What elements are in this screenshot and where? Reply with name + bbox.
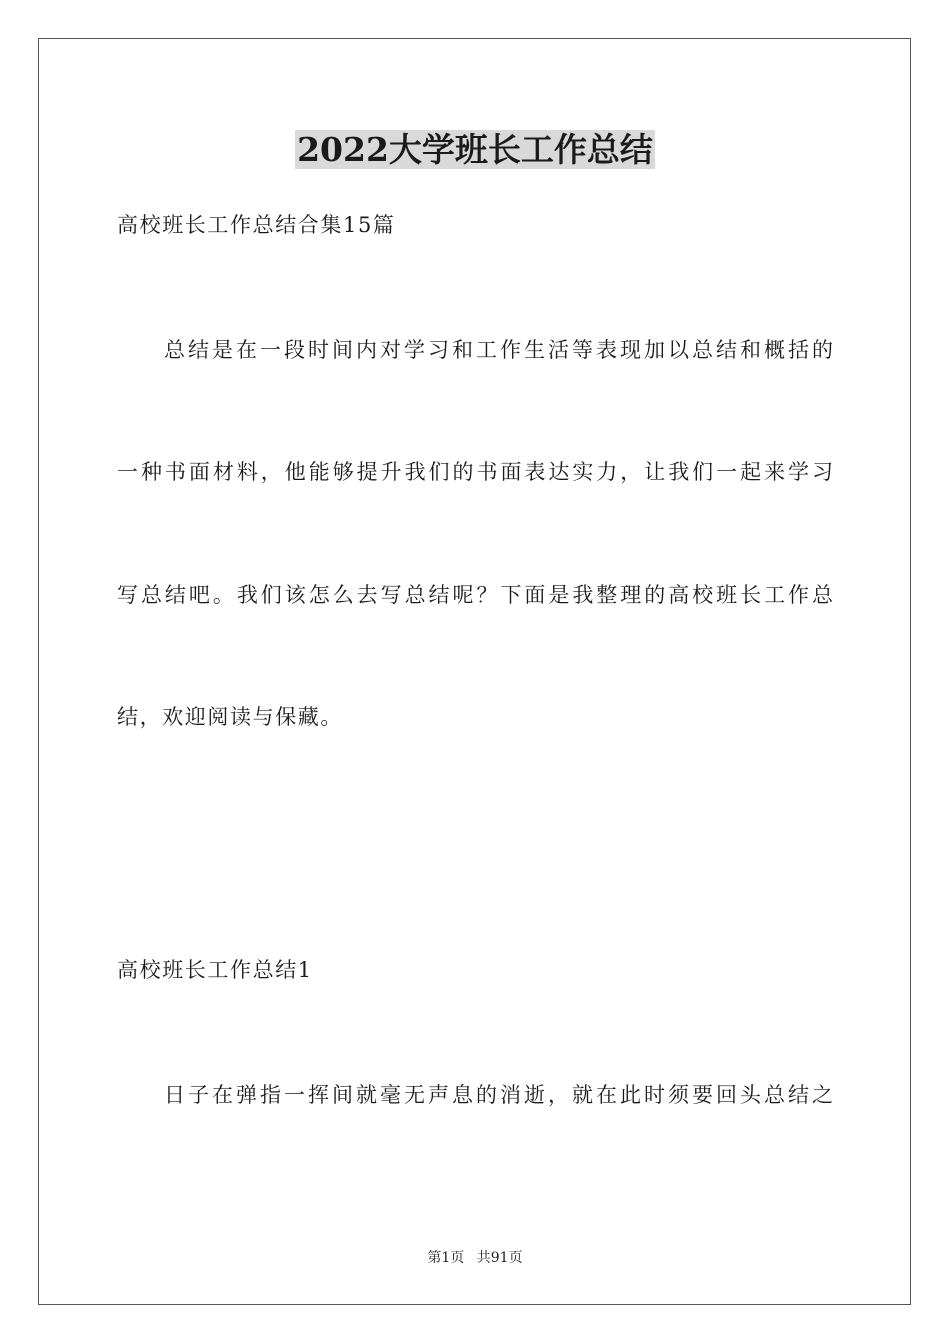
section-heading: 高校班长工作总结1 bbox=[117, 958, 313, 982]
intro-line-4: 结，欢迎阅读与保藏。 bbox=[117, 705, 343, 729]
document-title bbox=[0, 128, 950, 172]
page-number: 第1页 bbox=[427, 1250, 465, 1266]
document-title-text: 2022大学班长工作总结 bbox=[297, 130, 653, 169]
intro-line-3: 写总结吧。我们该怎么去写总结呢？下面是我整理的高校班长工作总 bbox=[117, 583, 833, 607]
intro-line-2: 一种书面材料，他能够提升我们的书面表达实力，让我们一起来学习 bbox=[117, 460, 833, 484]
page-footer bbox=[0, 1248, 950, 1268]
section-first-line: 日子在弹指一挥间就毫无声息的消逝，就在此时须要回头总结之 bbox=[164, 1083, 833, 1107]
page-total: 共91页 bbox=[476, 1250, 523, 1266]
intro-line-1: 总结是在一段时间内对学习和工作生活等表现加以总结和概括的 bbox=[164, 338, 833, 362]
document-subtitle: 高校班长工作总结合集15篇 bbox=[117, 213, 396, 237]
